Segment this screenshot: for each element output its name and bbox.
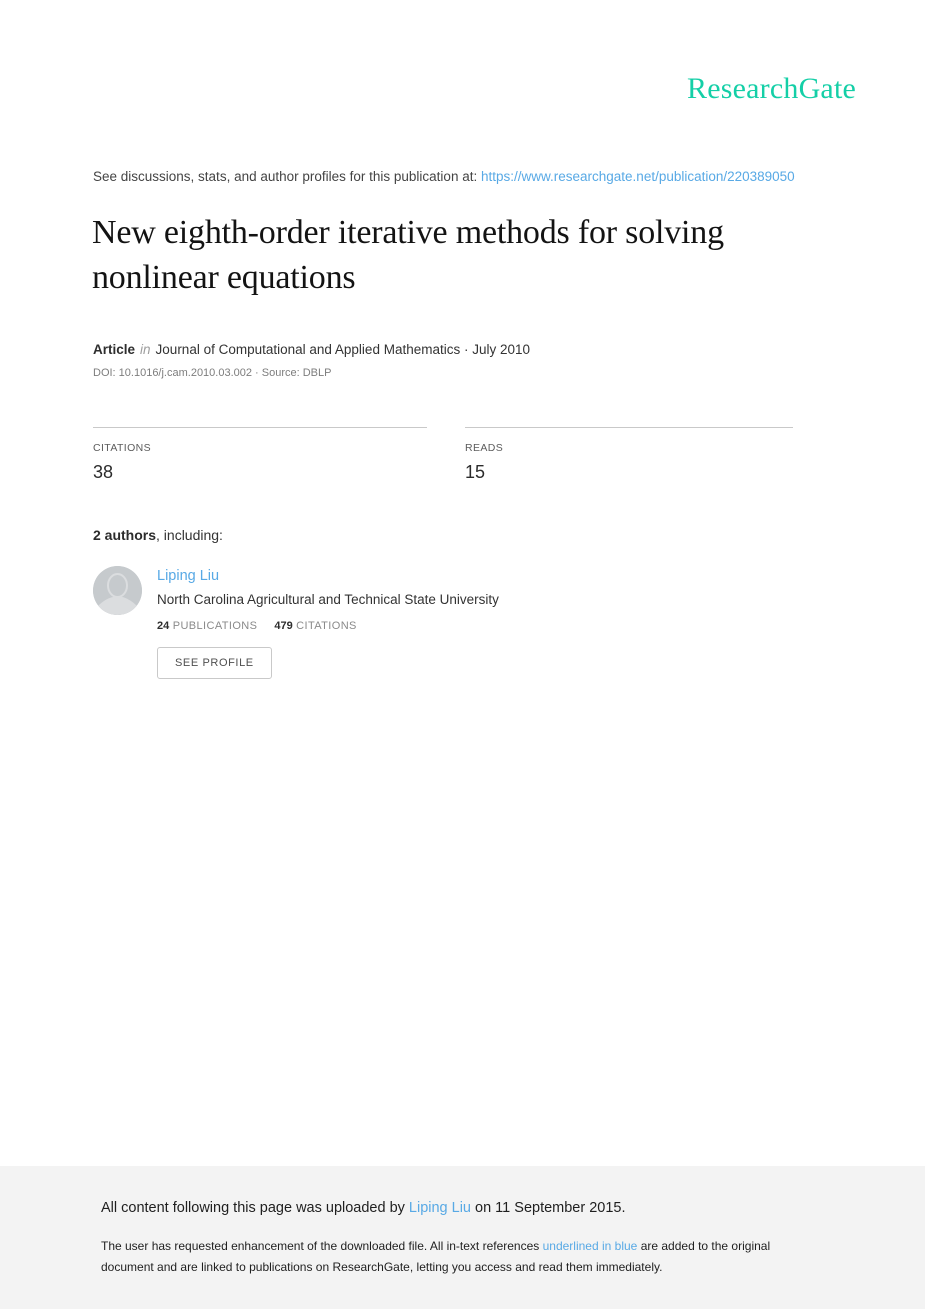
citations-value: 38 [93,462,114,482]
note-part2: are added to the original document and are linked to publications on ResearchGate, letting you access and read them immediately. [101,1239,771,1274]
publication-link[interactable]: https://www.researchgate.net/publication/220389050 [480,169,795,184]
reads-label: READS [465,442,504,454]
authors-heading-rest: , including: [156,527,223,543]
journal-line [93,342,530,357]
journal-name: Journal of Computational and Applied Mathematics · July 2010 [155,342,531,357]
author-counts [157,620,499,632]
citations-label: CITATIONS [93,442,152,454]
publication-meta [93,342,530,379]
researchgate-logo: ResearchGate [687,72,856,105]
reads-stat [465,427,793,483]
authors-count: 2 authors [93,527,157,543]
author-info [157,566,499,679]
doi-line: DOI: 10.1016/j.cam.2010.03.002 · Source: DBLP [93,367,332,379]
see-discussions-line [93,169,795,184]
authors-heading [93,527,223,543]
see-profile-button[interactable]: SEE PROFILE [157,647,272,679]
citations-stat [93,427,427,483]
stats-row [93,427,793,483]
uploaded-line [0,1166,925,1216]
see-discussions-text: See discussions, stats, and author profiles for this publication at: [93,169,478,184]
author-name-link[interactable]: Liping Liu [157,568,220,584]
note-part1: The user has requested enhancement of the downloaded file. All in-text references [101,1239,543,1253]
uploader-name-link[interactable]: Liping Liu [408,1200,471,1216]
underlined-in-blue-link[interactable]: underlined in blue [542,1239,638,1253]
avatar[interactable] [93,566,142,615]
publication-title: New eighth-order iterative methods for solving nonlinear equations [92,214,724,296]
publications-count: 24 [157,620,170,632]
enhancement-note [101,1236,817,1278]
author-citations-label: CITATIONS [296,620,357,632]
footer-panel [0,1166,925,1309]
reads-value: 15 [465,462,486,482]
author-affiliation: North Carolina Agricultural and Technical State University [157,592,499,607]
in-word: in [140,342,151,357]
uploaded-prefix: All content following this page was uploaded by [101,1200,409,1216]
uploaded-suffix: on 11 September 2015. [471,1200,626,1216]
author-citations-count: 479 [274,620,293,632]
person-silhouette-icon [93,566,142,615]
publications-label: PUBLICATIONS [172,620,258,632]
author-card [93,566,499,679]
article-type-label: Article [93,342,136,357]
